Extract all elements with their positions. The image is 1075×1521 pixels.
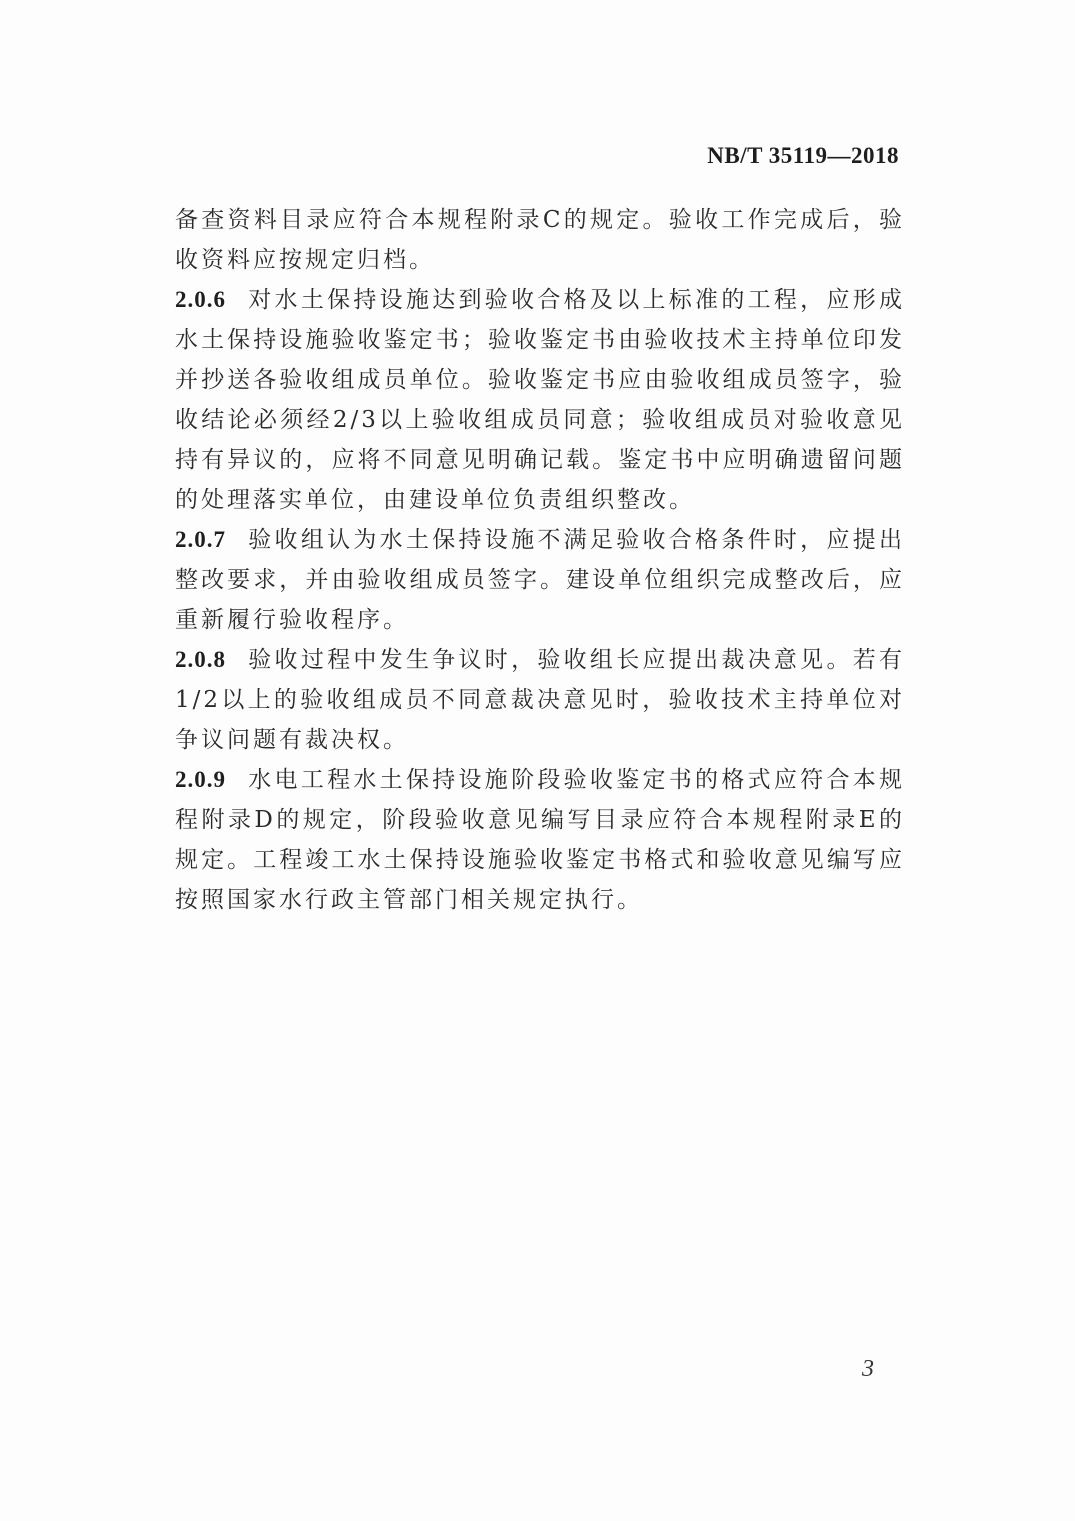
paragraph-text: 备查资料目录应符合本规程附录C的规定。验收工作完成后，验收资料应按规定归档。 (175, 207, 905, 273)
clause-text: 水电工程水土保持设施阶段验收鉴定书的格式应符合本规程附录D的规定，阶段验收意见编写目录应符合本规程附录E的规定。工程竣工水土保持设施验收鉴定书格式和验收意见编写应按照国家水行政主管部门相关规定执行。 (175, 767, 905, 913)
clause-2-0-6 (175, 280, 905, 520)
clause-number: 2.0.8 (175, 647, 226, 672)
clause-number: 2.0.7 (175, 527, 226, 552)
clause-2-0-9 (175, 760, 905, 920)
clause-2-0-7 (175, 520, 905, 640)
page-number: 3 (862, 1356, 874, 1382)
clause-text: 验收过程中发生争议时，验收组长应提出裁决意见。若有1/2以上的验收组成员不同意裁决意见时，验收技术主持单位对争议问题有裁决权。 (175, 647, 905, 753)
clause-text: 验收组认为水土保持设施不满足验收合格条件时，应提出整改要求，并由验收组成员签字。建设单位组织完成整改后，应重新履行验收程序。 (175, 527, 905, 633)
clause-number: 2.0.6 (175, 287, 226, 312)
clause-2-0-8 (175, 640, 905, 760)
body-text (175, 200, 905, 920)
clause-number: 2.0.9 (175, 767, 226, 792)
standard-code: NB/T 35119—2018 (707, 143, 899, 168)
clause-text: 对水土保持设施达到验收合格及以上标准的工程，应形成水土保持设施验收鉴定书；验收鉴定书由验收技术主持单位印发并抄送各验收组成员单位。验收鉴定书应由验收组成员签字，验收结论必须经2/3以上验收组成员同意；验收组成员对验收意见持有异议的，应将不同意见明确记载。鉴定书中应明确遗留问题的处理落实单位，由建设单位负责组织整改。 (175, 287, 905, 513)
paragraph-continuation (175, 200, 905, 280)
